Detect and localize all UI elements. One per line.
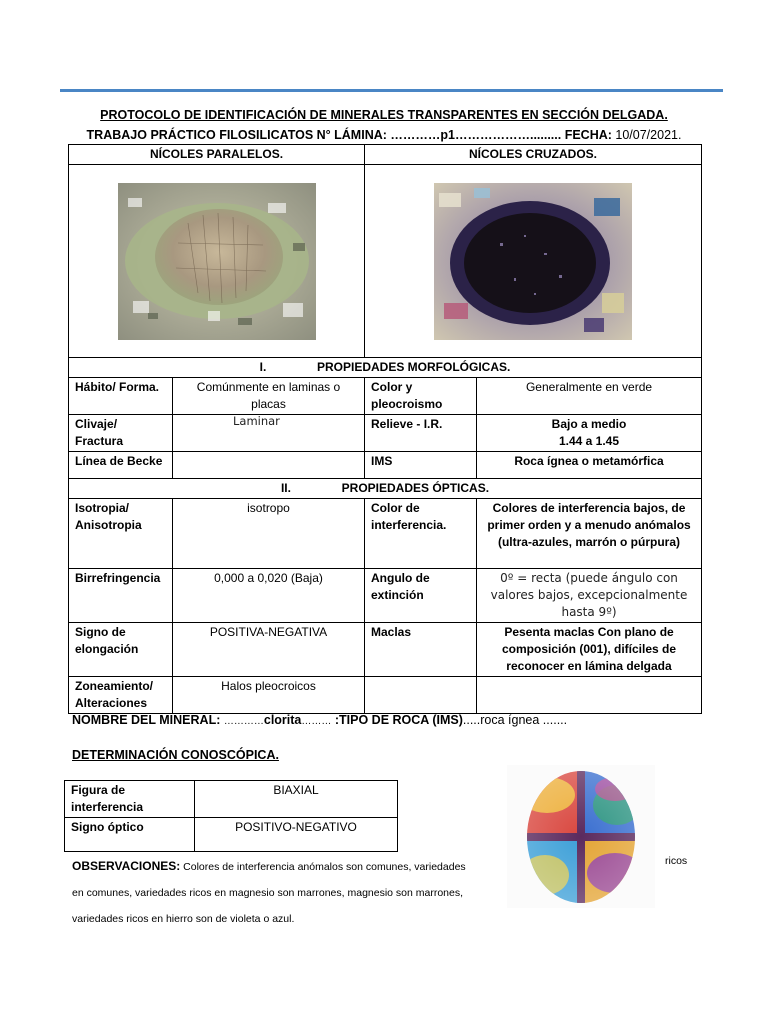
signo-elongacion-label: Signo de elongación — [69, 623, 173, 677]
observaciones-line-1-end: ricos — [665, 855, 688, 867]
observaciones-text-1: Colores de interferencia anómalos son comunes, variedades — [183, 861, 466, 873]
xpl-micrograph — [434, 183, 632, 340]
header-nicoles-cruzados: NÍCOLES CRUZADOS. — [365, 145, 702, 165]
section1-label: PROPIEDADES MORFOLÓGICAS. — [317, 360, 511, 374]
ims-value: Roca ígnea o metamórfica — [477, 452, 702, 479]
relieve-value: Bajo a medio — [551, 417, 627, 431]
tipo-roca-value: .....roca ígnea ....... — [462, 713, 568, 727]
relieve-label: Relieve - I.R. — [365, 415, 477, 452]
empty-cell-b — [477, 677, 702, 714]
isotropia-label: Isotropia/ Anisotropia — [69, 499, 173, 569]
angulo-extincion-value: 0º = recta (puede ángulo con valores bajos, excepcionalmente hasta 9º) — [477, 569, 702, 623]
zoneamiento-value: Halos pleocroicos — [173, 677, 365, 714]
linea-becke-label: Línea de Becke — [69, 452, 173, 479]
color-pleocroismo-value: Generalmente en verde — [477, 378, 702, 415]
empty-cell-a — [365, 677, 477, 714]
angulo-extincion-label: Angulo de extinción — [365, 569, 477, 623]
linea-becke-value — [173, 452, 365, 479]
habito-label: Hábito/ Forma. — [69, 378, 173, 415]
signo-optico-label: Signo óptico — [65, 818, 195, 852]
section-propiedades-opticas — [69, 479, 702, 499]
figura-interferencia-value: BIAXIAL — [195, 781, 398, 818]
color-interferencia-label: Color de interferencia. — [365, 499, 477, 569]
relieve-value-cell — [477, 415, 702, 452]
document-title: PROTOCOLO DE IDENTIFICACIÓN DE MINERALES TRANSPARENTES EN SECCIÓN DELGADA. — [100, 108, 668, 122]
conoscopica-title: DETERMINACIÓN CONOSCÓPICA. — [72, 748, 279, 762]
conoscopica-table — [64, 780, 398, 852]
document-subtitle — [0, 128, 768, 142]
maclas-label: Maclas — [365, 623, 477, 677]
observaciones-block — [72, 853, 712, 932]
observaciones-line-1 — [72, 853, 712, 880]
header-nicoles-paralelos: NÍCOLES PARALELOS. — [69, 145, 365, 165]
isotropia-value: isotropo — [173, 499, 365, 569]
birrefringencia-value: 0,000 a 0,020 (Baja) — [173, 569, 365, 623]
clivaje-value: Laminar — [233, 414, 280, 428]
signo-optico-value: POSITIVO-NEGATIVO — [195, 818, 398, 852]
maclas-value: Pesenta maclas Con plano de composición (001), difíciles de reconocer en lámina delgada — [477, 623, 702, 677]
zoneamiento-label: Zoneamiento/ Alteraciones — [69, 677, 173, 714]
color-pleocroismo-label: Color y pleocroismo — [365, 378, 477, 415]
ppl-image-cell — [69, 165, 365, 358]
observaciones-line-2: en comunes, variedades ricos en magnesio son marrones, magnesio son marrones, — [72, 887, 464, 899]
mineral-name-line — [72, 713, 567, 727]
identification-table — [68, 144, 702, 714]
lamina-label: TRABAJO PRÁCTICO FILOSILICATOS N° LÁMINA: …………p1………………......... FECHA: — [86, 128, 612, 142]
tipo-roca-label: :TIPO DE ROCA (IMS) — [334, 713, 463, 727]
section2-number: II. — [280, 481, 291, 495]
color-interferencia-value: Colores de interferencia bajos, de primer orden y a menudo anómalos (ultra-azules, marrón o púrpura) — [477, 499, 702, 569]
habito-value: Comúnmente en laminas o placas — [173, 378, 365, 415]
section-propiedades-morfologicas — [69, 358, 702, 378]
ppl-micrograph — [118, 183, 316, 340]
indice-refraccion-value: 1.44 a 1.45 — [558, 434, 620, 448]
xpl-image-cell — [365, 165, 702, 358]
observaciones-label: OBSERVACIONES: — [72, 859, 181, 873]
mineral-dots-before: ………… — [223, 716, 264, 727]
mineral-dots-after: ……… — [301, 716, 332, 727]
mineral-label: NOMBRE DEL MINERAL: — [72, 713, 221, 727]
signo-elongacion-value: POSITIVA-NEGATIVA — [173, 623, 365, 677]
fecha-value: 10/07/2021. — [615, 128, 682, 142]
section1-number: I. — [259, 360, 267, 374]
mineral-name: clorita — [263, 713, 302, 727]
ims-label: IMS — [365, 452, 477, 479]
header-rule — [60, 89, 723, 92]
figura-interferencia-label: Figura de interferencia — [65, 781, 195, 818]
section2-label: PROPIEDADES ÓPTICAS. — [341, 481, 490, 495]
clivaje-label: Clivaje/ Fractura — [69, 415, 173, 452]
clivaje-value-cell — [173, 415, 365, 452]
observaciones-line-3: variedades ricos en hierro son de violeta o azul. — [72, 913, 295, 925]
birrefringencia-label: Birrefringencia — [69, 569, 173, 623]
